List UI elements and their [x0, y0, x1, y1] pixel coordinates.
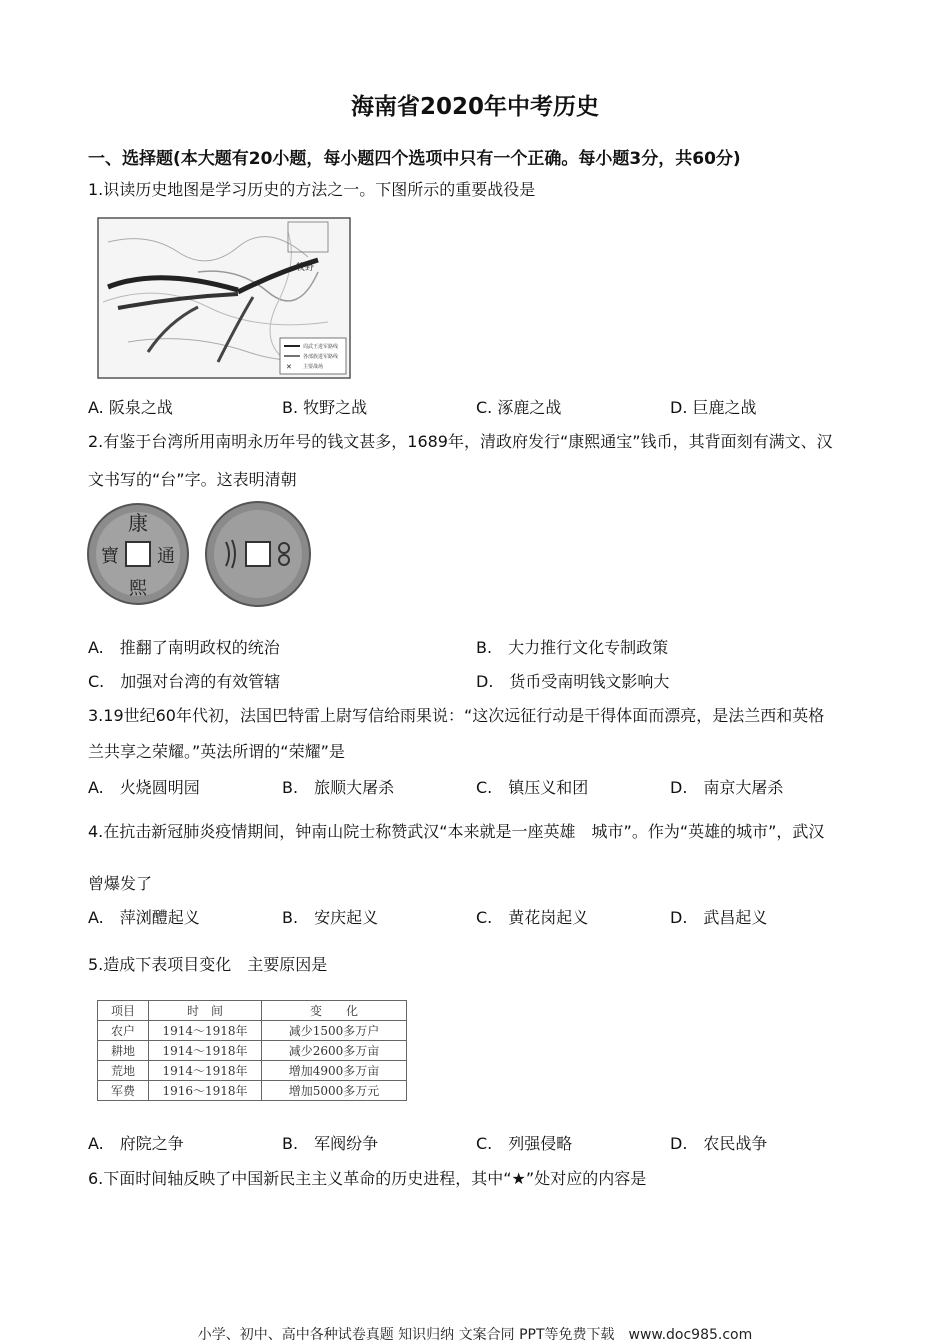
q3-option-c: C. 镇压义和团: [476, 778, 589, 797]
question-4-stem-line2: 曾爆发了: [88, 874, 153, 893]
svg-text:康: 康: [128, 511, 148, 535]
q1-option-b: B. 牧野之战: [282, 398, 368, 417]
q1-option-c: C. 涿鹿之战: [476, 398, 562, 417]
table-header: 时 间: [149, 1001, 262, 1021]
question-3-stem-line2: 兰共享之荣耀。”英法所谓的“荣耀”是: [88, 742, 345, 761]
q5-option-a: A. 府院之争: [88, 1134, 184, 1153]
question-1-map: [88, 212, 356, 380]
table-row: 荒地 1914～1918年 增加4900多万亩: [98, 1061, 407, 1081]
table-row: 军费 1916～1918年 增加5000多万元: [98, 1081, 407, 1101]
q1-option-d: D. 巨鹿之战: [670, 398, 757, 417]
svg-text:熙: 熙: [129, 578, 147, 599]
svg-text:✕: ✕: [286, 363, 292, 371]
table-row: 耕地 1914～1918年 减少2600多万亩: [98, 1041, 407, 1061]
table-header: 变 化: [262, 1001, 407, 1021]
q2-option-a: A. 推翻了南明政权的统治: [88, 638, 280, 657]
svg-text:寶: 寶: [101, 546, 119, 567]
q1-option-a: A. 阪泉之战: [88, 398, 173, 417]
question-1-stem: 1.识读历史地图是学习历史的方法之一。下图所示的重要战役是: [88, 180, 536, 199]
footer-text: 小学、初中、高中各种试卷真题 知识归纳 文案合同 PPT等免费下载 www.doc985.com: [197, 1327, 753, 1343]
q3-option-a: A. 火烧圆明园: [88, 778, 200, 797]
question-2-stem-line2: 文书写的“台”字。这表明清朝: [88, 470, 297, 489]
q4-option-c: C. 黄花岗起义: [476, 908, 589, 927]
svg-text:主要战场: 主要战场: [303, 364, 324, 370]
table-row: 农户 1914～1918年 减少1500多万户: [98, 1021, 407, 1041]
svg-text:周武王进军路线: 周武王进军路线: [303, 344, 339, 350]
q4-option-d: D. 武昌起义: [670, 908, 768, 927]
q5-option-b: B. 军阀纷争: [282, 1134, 379, 1153]
map-label-place: 牧野: [296, 263, 315, 273]
q4-option-a: A. 萍浏醴起义: [88, 908, 200, 927]
question-5-stem: 5.造成下表项目变化 主要原因是: [88, 955, 328, 974]
section-heading: 一、选择题(本大题有20小题，每小题四个选项中只有一个正确。每小题3分，共60分): [88, 149, 741, 169]
table-header: 项目: [98, 1001, 149, 1021]
q2-option-c: C. 加强对台湾的有效管辖: [88, 672, 281, 691]
question-4-stem-line1: 4.在抗击新冠肺炎疫情期间，钟南山院士称赞武汉“本来就是一座英雄 城市”。作为“英雄的城市”，武汉: [88, 822, 825, 841]
q2-option-b: B. 大力推行文化专制政策: [476, 638, 669, 657]
q2-option-d: D. 货币受南明钱文影响大: [476, 672, 670, 691]
question-6-stem: 6.下面时间轴反映了中国新民主主义革命的历史进程，其中“★”处对应的内容是: [88, 1169, 647, 1188]
q3-option-b: B. 旅顺大屠杀: [282, 778, 395, 797]
q5-option-d: D. 农民战争: [670, 1134, 768, 1153]
svg-text:各部族进军路线: 各部族进军路线: [303, 354, 339, 360]
q4-option-b: B. 安庆起义: [282, 908, 379, 927]
q3-option-d: D. 南京大屠杀: [670, 778, 784, 797]
q5-option-c: C. 列强侵略: [476, 1134, 573, 1153]
question-2-stem-line1: 2.有鉴于台湾所用南明永历年号的钱文甚多，1689年，清政府发行“康熙通宝”钱币，其背面刻有满文、汉: [88, 432, 833, 451]
question-5-table: [97, 1000, 407, 1101]
svg-text:通: 通: [157, 546, 175, 567]
question-3-stem-line1: 3.19世纪60年代初，法国巴特雷上尉写信给雨果说：“这次远征行动是干得体面而漂亮，是法兰西和英格: [88, 706, 825, 725]
page-title: 海南省2020年中考历史: [350, 94, 599, 120]
coin-images: [86, 500, 312, 608]
